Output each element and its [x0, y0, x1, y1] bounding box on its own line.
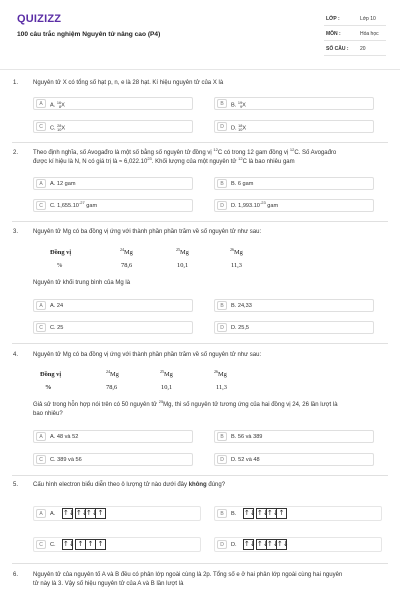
option-text: C. 389 và 56 — [50, 457, 82, 463]
option-d[interactable] — [214, 321, 374, 334]
option-text: D. $1,993.10^{-23}$ gam — [231, 200, 279, 209]
option-text: C. 25 — [50, 325, 64, 331]
question-number: 4. — [13, 352, 19, 358]
orbital-box: ↑↓ — [86, 509, 98, 517]
option-letter: C — [36, 455, 46, 464]
option-letter: B — [217, 301, 227, 310]
question-subtext: Giả sử trong hỗn hợp nói trên có 50 nguyên tử $^{25}$Mg, thì số nguyên tử tương ứng của hai đồng vị 24, 26 lần lượt là bao nhiêu? — [33, 399, 338, 417]
option-d[interactable] — [214, 120, 374, 133]
orbital-box: ↑↓ — [267, 509, 279, 517]
meta-question-count — [324, 43, 386, 56]
isotope-percent: 78,6 — [106, 384, 118, 391]
option-letter: A — [36, 179, 46, 188]
meta-value: Lớp 10 — [360, 16, 376, 22]
option-text: A. 12 gam — [50, 181, 76, 187]
isotope-percent: 10,1 — [161, 384, 173, 391]
option-text: D. 18 10X — [231, 124, 247, 132]
option-b[interactable] — [214, 299, 374, 312]
isotope-label: $^{26}$ Mg — [214, 368, 227, 378]
question-text: Nguyên tử Mg có ba đồng vị ứng với thành phần phần trăm về số nguyên tử như sau: — [33, 229, 262, 235]
option-letter: D — [217, 122, 227, 131]
question-text: Nguyên tử của nguyên tố A và B đều có phân lớp ngoài cùng là 2p. Tổng số e ở hai phân lớp ngoài cùng hai nguyên tử này là 3. Vậy số hiệu nguyên tử của A và B lần lượt là — [33, 572, 343, 587]
option-c[interactable] — [33, 199, 193, 212]
isotope-percent: 11,3 — [216, 384, 227, 391]
orbital-box: ↑ — [95, 508, 106, 519]
option-letter: A — [36, 301, 46, 310]
worksheet-title: 100 câu trắc nghiệm Nguyên tử nâng cao (P4) — [17, 31, 161, 38]
isotope-percent: 78,6 — [121, 262, 133, 269]
option-a[interactable] — [33, 430, 193, 443]
option-label: D. — [231, 542, 237, 548]
orbital-box: ↑↓ — [76, 509, 88, 517]
option-c[interactable] — [33, 537, 201, 552]
option-text: B. 24,33 — [231, 303, 252, 309]
orbital-box: ↑↓ — [267, 540, 279, 548]
option-text: C. $1,655.10^{-27}$ gam — [50, 200, 98, 209]
option-b[interactable] — [214, 506, 382, 521]
option-text: B. 56 và 389 — [231, 434, 263, 440]
option-letter: B — [217, 179, 227, 188]
option-letter: A — [36, 99, 46, 108]
question-divider — [12, 475, 388, 476]
orbital-box: ↑↓ — [244, 509, 256, 517]
isotope-percent: 11,3 — [231, 262, 242, 269]
isotope-label: $^{24}$ Mg — [120, 246, 133, 256]
option-letter: C — [36, 201, 46, 210]
question-number: 2. — [13, 150, 19, 156]
orbital-box: ↑ — [85, 539, 96, 550]
option-letter: B — [217, 99, 227, 108]
option-b[interactable] — [214, 430, 374, 443]
isotope-label: $^{25}$ Mg — [160, 368, 173, 378]
question-number: 6. — [13, 572, 19, 578]
option-letter: D — [217, 455, 227, 464]
worksheet-header — [0, 0, 400, 68]
option-text: D. 52 và 48 — [231, 457, 260, 463]
option-letter: C — [36, 122, 46, 131]
orbital-box: ↑↓ — [244, 540, 256, 548]
option-letter: D — [217, 201, 227, 210]
option-letter: B — [217, 432, 227, 441]
orbital-box: ↑ — [75, 539, 86, 550]
meta-value: Hóa học — [360, 31, 379, 37]
table-header: Đồng vị — [40, 371, 62, 378]
option-text: A. 16 8X — [50, 101, 65, 109]
orbital-diagram — [62, 508, 105, 519]
question-text: Theo định nghĩa, số Avogađro là một số bằng số nguyên tử đồng vị $^{12}$C có trong 12 gam đồng vị $^{12}$C. Số Avogađro được kí hiệu là N, N có giá trị là ≈ $6,022.10^{23}$. Khối lượng của một nguyên tử $^{12}$C là bao nhiêu gam — [33, 147, 337, 165]
question-text: Nguyên tử Mg có ba đồng vị ứng với thành phần phần trăm về số nguyên tử như sau: — [33, 352, 262, 358]
orbital-box: ↑ — [95, 539, 106, 550]
table-row-label: % — [45, 384, 52, 391]
option-letter: D — [217, 323, 227, 332]
isotope-table — [50, 246, 290, 272]
meta-subject — [324, 28, 386, 41]
meta-value: 20 — [360, 46, 366, 52]
option-letter: C — [36, 323, 46, 332]
question-subtext: Nguyên tử khối trung bình của Mg là — [33, 280, 131, 286]
orbital-box: ↑↓ — [257, 540, 269, 548]
option-text: B. 19 9X — [231, 101, 246, 109]
table-header: Đồng vị — [50, 249, 72, 256]
orbital-diagram — [62, 539, 105, 550]
option-b[interactable] — [214, 97, 374, 110]
option-label: A. — [50, 511, 56, 517]
header-divider — [0, 69, 400, 70]
option-label: B. — [231, 511, 237, 517]
option-d[interactable] — [214, 537, 382, 552]
option-c[interactable] — [33, 321, 193, 334]
meta-key: MÔN : — [326, 31, 341, 37]
table-row-label: % — [57, 262, 63, 269]
question-number: 5. — [13, 482, 19, 488]
question-divider — [12, 221, 388, 222]
option-a[interactable] — [33, 97, 193, 110]
option-text: D. 25,5 — [231, 325, 250, 331]
option-letter: C — [36, 540, 46, 549]
option-letter: A — [36, 509, 46, 518]
orbital-box: ↑ — [276, 508, 287, 519]
option-label: C. — [50, 542, 56, 548]
isotope-label: $^{24}$ Mg — [106, 368, 119, 378]
isotope-label: $^{26}$ Mg — [230, 246, 243, 256]
option-a[interactable] — [33, 299, 193, 312]
question-number: 3. — [13, 229, 19, 235]
isotope-label: $^{25}$ Mg — [176, 246, 189, 256]
orbital-box: ↑↓ — [257, 509, 269, 517]
orbital-diagram — [243, 508, 286, 519]
option-a[interactable] — [33, 177, 193, 190]
question-text: Nguyên tử X có tổng số hạt p, n, e là 28 hạt. Kí hiệu nguyên tử của X là — [33, 80, 224, 86]
option-c[interactable] — [33, 120, 193, 133]
option-text: A. 24 — [50, 303, 64, 309]
option-text: C. 28 10X — [50, 124, 66, 132]
question-divider — [12, 343, 388, 344]
option-b[interactable] — [214, 177, 374, 190]
question-divider — [12, 563, 388, 564]
option-text: B. 6 gam — [231, 181, 254, 187]
meta-key: SỐ CÂU : — [326, 46, 349, 52]
meta-key: LỚP : — [326, 16, 340, 22]
question-text: Cấu hình electron biểu diễn theo ô lượng tử nào dưới đây không đúng? — [33, 482, 226, 488]
question-divider — [12, 142, 388, 143]
orbital-diagram — [243, 539, 289, 550]
orbital-box: ↑↓ — [63, 540, 75, 548]
option-a[interactable] — [33, 506, 201, 521]
isotope-table — [40, 368, 280, 394]
option-c[interactable] — [33, 453, 193, 466]
orbital-box: ↑↓ — [63, 509, 75, 517]
option-letter: D — [217, 540, 227, 549]
isotope-percent: 10,1 — [177, 262, 189, 269]
option-text: A. 48 và 52 — [50, 434, 79, 440]
option-letter: B — [217, 509, 227, 518]
option-d[interactable] — [214, 199, 374, 212]
quizizz-logo: QUIZIZZ — [17, 13, 62, 25]
option-d[interactable] — [214, 453, 374, 466]
orbital-box: ↑↓ — [277, 540, 289, 548]
question-number: 1. — [13, 80, 19, 86]
option-letter: A — [36, 432, 46, 441]
meta-class — [324, 13, 386, 26]
